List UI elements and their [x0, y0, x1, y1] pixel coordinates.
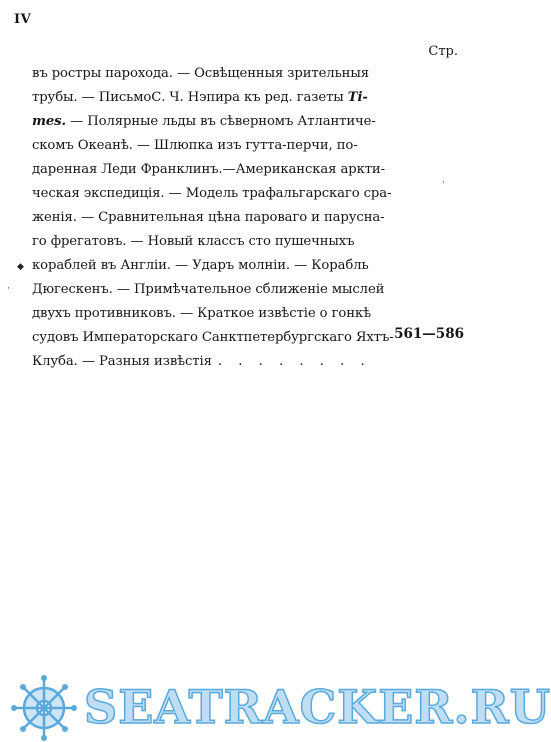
text-line: скомъ Океанѣ. — Шлюпка изъ гутта-перчи, по-	[32, 138, 358, 153]
text-line: судовъ Императорскаго Санктпетербургскаго Яхтъ-	[32, 330, 394, 345]
watermark	[6, 672, 551, 742]
column-header-page: Стр.	[428, 44, 458, 59]
margin-mark: ·	[442, 178, 445, 188]
times-title-part: Ti-	[347, 90, 368, 105]
text-line: двухъ противниковъ. — Краткое извѣстіе о гонкѣ	[32, 306, 371, 321]
text-line	[32, 86, 384, 110]
page-number: IV	[14, 12, 32, 27]
text-line: ческая экспедиція. — Модель трафальгарскаго сра-	[32, 186, 392, 201]
leader-dots: . . . . . . . .	[217, 354, 371, 369]
page-range: 561—586	[394, 326, 464, 342]
text-line: Дюгескенъ. — Примѣчательное сближеніе мыслей	[32, 282, 385, 297]
text-segment: — Полярные льды въ сѣверномъ Атлантиче-	[70, 114, 376, 129]
text-line: женія. — Сравнительная цѣна пароваго и парусна-	[32, 210, 385, 225]
contents-entry	[32, 62, 394, 374]
margin-mark: ·	[7, 284, 10, 294]
ship-wheel-icon	[6, 672, 82, 742]
text-line	[32, 110, 384, 134]
text-segment: трубы. — ПисьмоС. Ч. Нэпира къ ред. газеты	[32, 90, 348, 105]
text-line: кораблей въ Англіи. — Ударъ молніи. — Корабль	[32, 258, 369, 273]
text-line: го фрегатовъ. — Новый классъ сто пушечныхъ	[32, 234, 355, 249]
margin-mark: ◆	[17, 262, 24, 272]
times-title-part: mes.	[32, 114, 66, 129]
text-line: даренная Леди Франклинъ.—Американская аркти-	[32, 162, 385, 177]
text-line: въ ростры парохода. — Освѣщенныя зрительныя	[32, 66, 369, 81]
text-segment: Клуба. — Разныя извѣстія	[32, 354, 212, 369]
watermark-text: SEATRACKER.RU	[84, 680, 551, 734]
text-line	[32, 350, 384, 374]
